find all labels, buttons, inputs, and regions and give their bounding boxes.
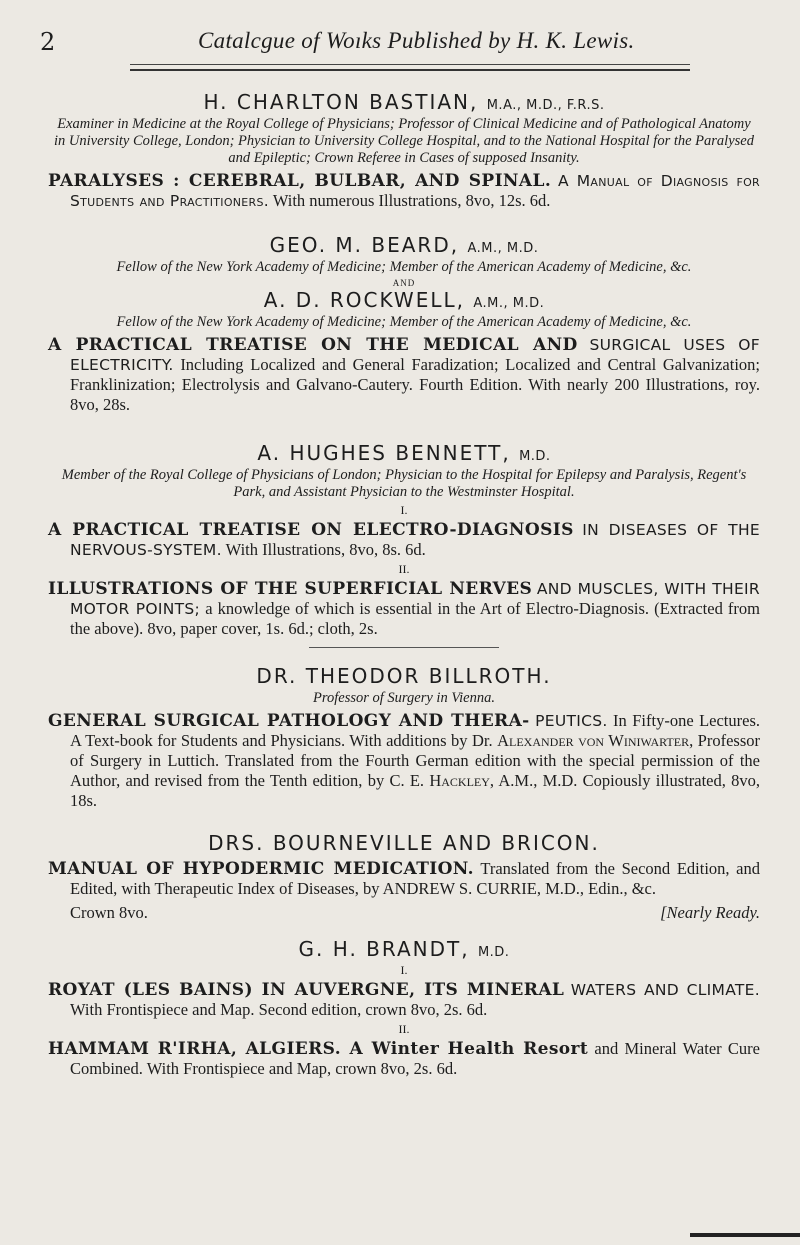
book-subtitle: WATERS AND CLIMATE. xyxy=(570,981,760,999)
book-numeral: I. xyxy=(400,963,408,977)
catalogue-entry-billroth xyxy=(48,664,760,811)
book-title: ROYAT (LES BAINS) IN AUVERGNE, ITS MINERAL xyxy=(48,980,565,1000)
book-title: A PRACTICAL TREATISE ON THE MEDICAL AND xyxy=(48,335,578,355)
author2-heading xyxy=(48,288,760,312)
book-listing xyxy=(48,711,760,811)
book-description: Including Localized and General Faradization; Localized and Central Galvanization; Franklinization; Electrolysis and Galvano-Cautery. Fourth Edition. With nearly 200 Illustrations, roy. 8vo, 28s. xyxy=(70,355,761,414)
book-subtitle: IN DISEASES OF THE NERVOUS-SYSTEM. xyxy=(70,521,760,559)
book-numeral: I. xyxy=(400,503,408,517)
author2-name: A. D. ROCKWELL, xyxy=(263,288,465,312)
catalogue-entry-brandt xyxy=(48,937,760,1079)
author-heading xyxy=(48,831,760,855)
book-listing xyxy=(48,335,760,415)
author-heading xyxy=(48,233,760,257)
book-title: PARALYSES : CEREBRAL, BULBAR, AND SPINAL. xyxy=(48,171,552,191)
catalogue-entry-bennett xyxy=(48,441,760,648)
book-description: With numerous Illustrations, 8vo, 12s. 6d. xyxy=(272,191,551,210)
author2-credentials: Fellow of the New York Academy of Medicine; Member of the American Academy of Medicine, &c. xyxy=(116,314,692,330)
book-description: Translated from the Second Edition, and Edited, with Therapeutic Index of Diseases, by ANDREW S. CURRIE, M.D., Edin., &c. xyxy=(70,859,761,898)
section-divider xyxy=(309,647,499,648)
author-heading xyxy=(48,441,760,465)
catalogue-entry-beard-rockwell xyxy=(48,233,760,415)
book-description: With Frontispiece and Map. Second edition, crown 8vo, 2s. 6d. xyxy=(70,1000,488,1019)
author-credentials: Member of the Royal College of Physicians of London; Physician to the Hospital for Epilepsy and Paralysis, Regent's Park, and Assistant Physician to the Westminster Hospital. xyxy=(61,467,747,500)
author2-degrees: A.M., M.D. xyxy=(473,296,545,311)
book-description: and Mineral Water Cure Combined. With Frontispiece and Map, crown 8vo, 2s. 6d. xyxy=(70,1039,760,1078)
book-availability xyxy=(48,903,760,923)
book-listing xyxy=(48,171,760,211)
author-degrees: M.D. xyxy=(519,449,551,464)
author-degrees: M.A., M.D., F.R.S. xyxy=(486,98,605,113)
book-listing xyxy=(48,520,760,560)
running-title: Catalcgue of Woıks Published by H. K. Lewis. xyxy=(198,28,635,53)
book-listing xyxy=(48,579,760,639)
catalogue-entry-bourneville-bricon xyxy=(48,831,760,923)
author-name: H. CHARLTON BASTIAN, xyxy=(203,90,479,114)
book-description-name: Alexander von Winiwarter xyxy=(497,731,690,750)
author-name: A. HUGHES BENNETT, xyxy=(257,441,511,465)
author-credentials: Examiner in Medicine at the Royal College of Physicians; Professor of Clinical Medicine and of Pathological Anatomy in University College, London; Physician to University College Hospital, and to the National Hospital for the Paralysed and Epileptic; Crown Referee in Cases of supposed Insanity. xyxy=(54,116,754,166)
author-heading xyxy=(48,664,760,688)
book-description: , Professor of Surgery in Luttich. Translated from the Fourth German edition with the special permission of the Author, and revised from the Tenth edition, by C. E. xyxy=(70,731,761,790)
author-heading xyxy=(48,937,760,961)
author-name: G. H. BRANDT, xyxy=(298,937,470,961)
book-listing xyxy=(48,980,760,1020)
header-rule-thick xyxy=(130,69,690,71)
book-subtitle: SURGICAL USES OF ELECTRICITY. xyxy=(70,336,761,374)
page-number: 2 xyxy=(40,28,56,56)
and-separator: AND xyxy=(392,278,416,288)
book-description: In Fifty-one Lectures. A Text-book for Students and Physicians. With additions by Dr. xyxy=(70,711,761,750)
book-description: a knowledge of which is essential in the Art of Electro-Diagnosis. (Extracted from the above). 8vo, paper cover, 1s. 6d.; cloth, 2s. xyxy=(70,599,760,638)
author-degrees: A.M., M.D. xyxy=(467,241,539,256)
author-degrees: M.D. xyxy=(477,945,510,960)
book-description: With Illustrations, 8vo, 8s. 6d. xyxy=(225,540,426,559)
status-label: [Nearly Ready. xyxy=(660,903,760,922)
book-title: A PRACTICAL TREATISE ON ELECTRO-DIAGNOSIS xyxy=(48,520,574,540)
header-rule-thin xyxy=(130,64,690,65)
book-description: , A.M., M.D. Copiously illustrated, 8vo, 18s. xyxy=(70,771,761,810)
book-description-name: Hackley xyxy=(429,771,490,790)
book-title: MANUAL OF HYPODERMIC MEDICATION. xyxy=(48,859,474,879)
book-listing xyxy=(48,859,760,899)
author-name: GEO. M. BEARD, xyxy=(269,233,460,257)
page-header xyxy=(0,28,800,68)
book-title: HAMMAM R'IRHA, ALGIERS. A Winter Health Resort xyxy=(48,1039,589,1059)
book-subtitle: A Manual of Diagnosis for Students and Practitioners. xyxy=(70,172,760,210)
author-name: DR. THEODOR BILLROTH. xyxy=(256,664,552,688)
author-heading xyxy=(48,90,760,114)
author-credentials: Professor of Surgery in Vienna. xyxy=(313,690,495,706)
book-format: Crown 8vo. xyxy=(70,903,148,922)
book-listing xyxy=(48,1039,760,1079)
book-title: ILLUSTRATIONS OF THE SUPERFICIAL NERVES xyxy=(48,579,533,599)
catalogue-content xyxy=(48,90,760,1093)
book-title: GENERAL SURGICAL PATHOLOGY AND THERA- xyxy=(48,711,530,731)
author-name: DRS. BOURNEVILLE AND BRICON. xyxy=(208,831,600,855)
author-credentials: Fellow of the New York Academy of Medicine; Member of the American Academy of Medicine, &c. xyxy=(116,259,692,275)
book-numeral: II. xyxy=(398,562,410,576)
book-subtitle: PEUTICS. xyxy=(535,712,608,730)
catalogue-entry-bastian xyxy=(48,90,760,211)
book-numeral: II. xyxy=(398,1022,410,1036)
book-subtitle: AND MUSCLES, WITH THEIR MOTOR POINTS; xyxy=(70,580,761,618)
footer-rule xyxy=(690,1233,800,1237)
